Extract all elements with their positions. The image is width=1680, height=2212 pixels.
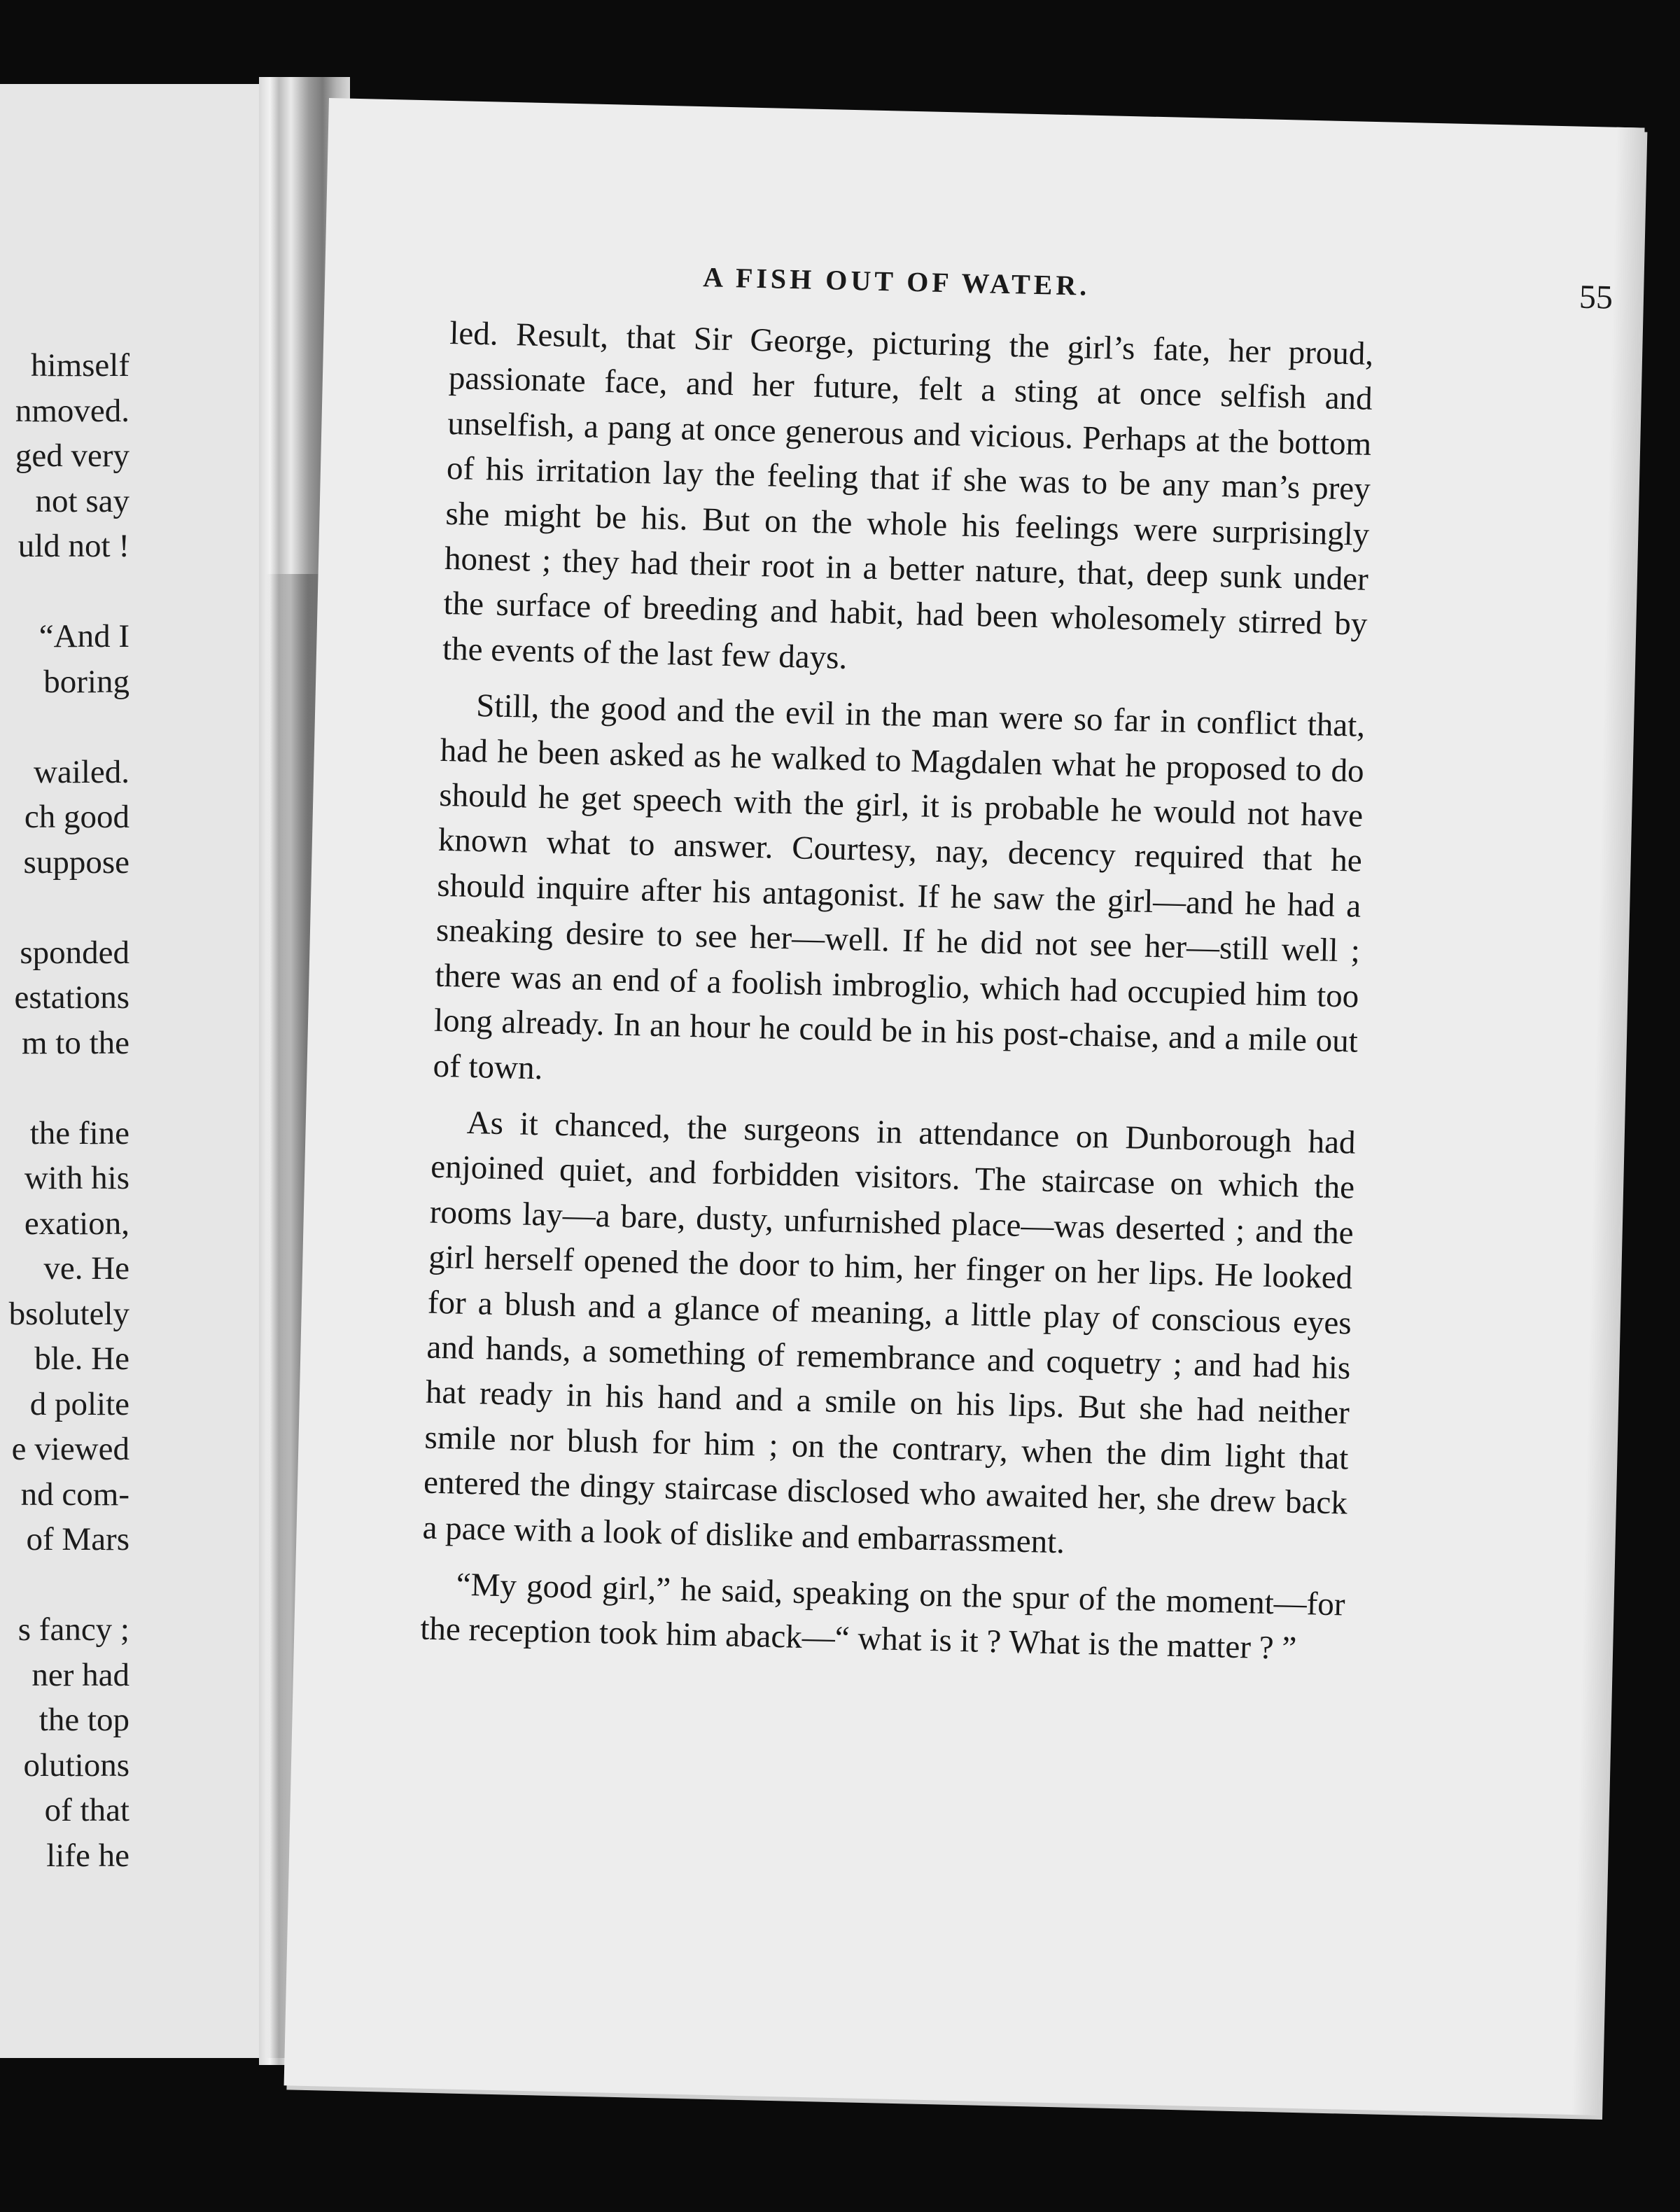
previous-page-line: nd com-: [20, 1476, 130, 1513]
page-header: [703, 260, 1614, 323]
previous-page-line: exation,: [24, 1205, 130, 1242]
previous-page-line: with his: [24, 1160, 130, 1196]
previous-page-line: boring: [43, 663, 130, 700]
previous-page-line: m to the: [21, 1024, 130, 1061]
previous-page-line: e viewed: [11, 1431, 130, 1467]
previous-page-line: estations: [14, 979, 130, 1016]
paragraph: led. Result, that Sir George, picturing the girl’s fate, her proud, passionate face, and her future, felt a sting at once selfish and unselfish, a pang at once generous and vicious. Perhaps at the bottom of his irritation lay the feeling that if she was to be any man’s prey she might be his. But on the whole his feelings were surprisingly honest ; they had their root in a better nature, that, deep sunk under the surface of breeding and habit, had been wholesomely stirred by the events of the last few days.: [442, 315, 1374, 676]
previous-page-text: [0, 343, 130, 1878]
previous-page-line: uld not !: [18, 528, 130, 564]
previous-page-line: bsolutely: [8, 1295, 130, 1332]
paragraph: “My good girl,” he said, speaking on the spur of the moment—for the reception took him aback—“ what is it ? What is the matter ? ”: [419, 1566, 1346, 1667]
previous-page-line: ged very: [15, 438, 130, 474]
page-edge: [1572, 127, 1644, 2115]
previous-page-line: d polite: [29, 1385, 130, 1422]
previous-page-line: “And I: [38, 618, 130, 654]
previous-page-line: of that: [44, 1792, 130, 1828]
previous-page-line: [0, 1562, 130, 1608]
previous-page-line: life he: [46, 1837, 130, 1874]
previous-page-line: ner had: [31, 1656, 130, 1693]
previous-page-line: sponded: [20, 934, 130, 971]
page-body: [419, 311, 1373, 1684]
previous-page: [0, 84, 273, 2058]
previous-page-line: not say: [35, 482, 130, 519]
previous-page-line: ch good: [24, 799, 130, 835]
previous-page-line: the fine: [29, 1114, 130, 1152]
running-head: A FISH OUT OF WATER.: [702, 261, 1091, 302]
current-page: [284, 98, 1645, 2115]
previous-page-line: s fancy ;: [18, 1611, 130, 1648]
previous-page-line: [0, 569, 130, 615]
previous-page-line: ble. He: [34, 1340, 130, 1377]
paragraph: As it chanced, the surgeons in attendance on Dunborough had enjoined quiet, and forbidden visitors. The staircase on which the rooms lay—a bare, dusty, unfurnished place—was deserted ; and the girl herself opened the door to him, her finger on her lips. He looked for a blush and a glance of meaning, a little play of conscious eyes and hands, a something of remembrance and coquetry ; and had his hat ready in his hand and a smile on his lips. But she had neither smile nor blush for him ; on the contrary, when the dim light that entered the dingy staircase disclosed who awaited her, she drew back a pace with a look of dislike and embarrassment.: [422, 1104, 1357, 1560]
previous-page-line: of Mars: [26, 1521, 130, 1558]
previous-page-line: the top: [38, 1702, 130, 1738]
previous-page-line: himself: [31, 347, 130, 384]
previous-page-line: suppose: [23, 844, 130, 881]
previous-page-line: wailed.: [33, 753, 130, 790]
previous-page-line: olutions: [23, 1746, 130, 1784]
previous-page-line: ve. He: [43, 1250, 130, 1287]
previous-page-line: nmoved.: [15, 392, 130, 429]
previous-page-line: [0, 704, 130, 750]
paragraph: Still, the good and the evil in the man were so far in conflict that, had he been asked as he walked to Magdalen what he proposed to do should he get speech with the girl, it is probable he would not have known what to answer. Courtesy, nay, decency required that he should inquire after his antagonist. If he saw the girl—and he had a sneaking desire to see her—well. If he did not see her—still well ; there was an end of a foolish imbroglio, which had occupied him too long already. In an hour he could be in his post-chaise, and a mile out of town.: [433, 687, 1366, 1086]
previous-page-line: [0, 1065, 130, 1111]
page-number: 55: [1578, 278, 1614, 316]
previous-page-line: [0, 885, 130, 930]
